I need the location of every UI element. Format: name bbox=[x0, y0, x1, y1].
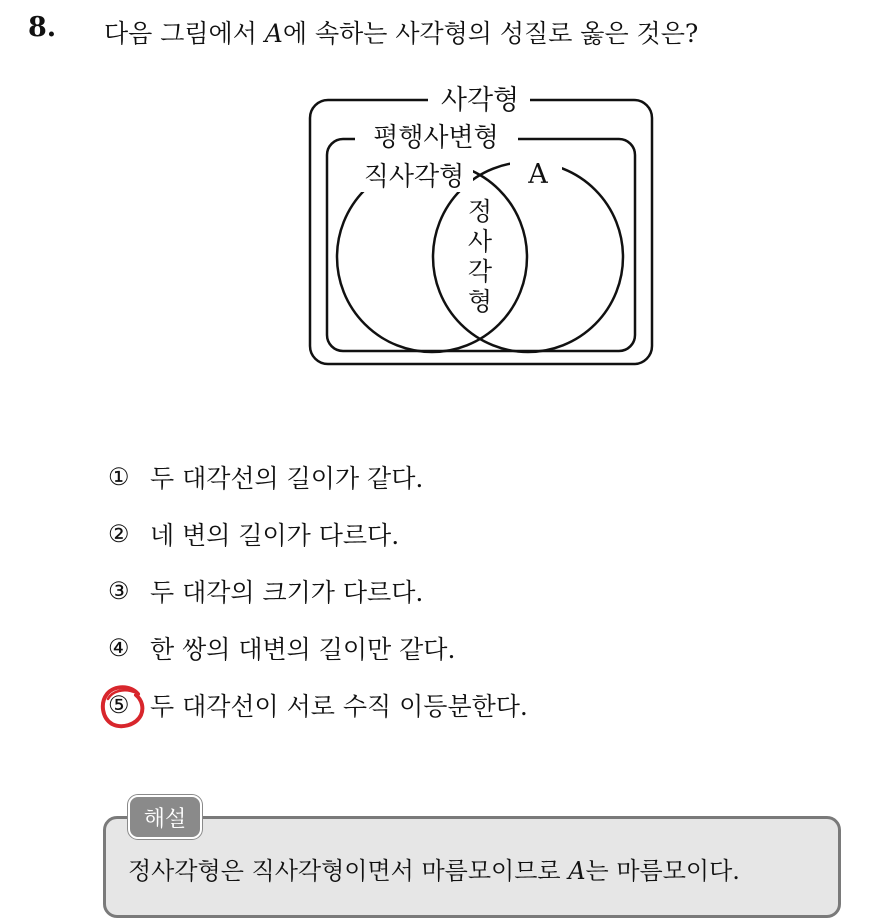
choice-text: 두 대각의 크기가 다르다. bbox=[150, 577, 424, 607]
outer-label: 사각형 bbox=[440, 85, 520, 116]
question-text-before: 다음 그림에서 bbox=[104, 19, 265, 48]
choice-5[interactable] bbox=[108, 676, 528, 733]
choice-1[interactable] bbox=[108, 448, 528, 505]
intersection-char-1: 정 bbox=[467, 197, 493, 226]
explanation-text bbox=[128, 851, 740, 886]
answer-choices bbox=[108, 448, 528, 733]
intersection-char-4: 형 bbox=[467, 287, 493, 316]
right-circle-label: A bbox=[528, 159, 548, 190]
explanation-tab: 해설 bbox=[128, 795, 202, 839]
explanation-box bbox=[103, 816, 841, 918]
intersection-char-3: 각 bbox=[467, 257, 493, 286]
choice-number: ③ bbox=[108, 576, 130, 605]
choice-text: 두 대각선의 길이가 같다. bbox=[150, 463, 424, 493]
intersection-char-2: 사 bbox=[467, 227, 493, 256]
explanation-text-before: 정사각형은 직사각형이면서 마름모이므로 bbox=[128, 857, 569, 885]
choice-number: ⑤ bbox=[108, 690, 130, 719]
choice-4[interactable] bbox=[108, 619, 528, 676]
choice-3[interactable] bbox=[108, 562, 528, 619]
explanation-variable: A bbox=[568, 857, 586, 885]
choice-number: ④ bbox=[108, 633, 130, 662]
question-text bbox=[104, 14, 698, 50]
choice-2[interactable] bbox=[108, 505, 528, 562]
venn-diagram bbox=[300, 82, 660, 372]
question-variable: A bbox=[264, 19, 283, 48]
middle-label: 평행사변형 bbox=[373, 123, 499, 153]
choice-text: 두 대각선이 서로 수직 이등분한다. bbox=[150, 691, 528, 721]
left-circle-label: 직사각형 bbox=[363, 162, 465, 192]
choice-text: 네 변의 길이가 다르다. bbox=[150, 520, 400, 550]
question-text-after: 에 속하는 사각형의 성질로 옳은 것은? bbox=[282, 19, 699, 48]
venn-diagram-svg bbox=[300, 82, 660, 372]
choice-text: 한 쌍의 대변의 길이만 같다. bbox=[150, 634, 456, 664]
explanation-text-after: 는 마름모이다. bbox=[585, 857, 740, 885]
choice-number: ② bbox=[108, 519, 130, 548]
choice-number: ① bbox=[108, 462, 130, 491]
question-number: 8. bbox=[28, 12, 57, 43]
